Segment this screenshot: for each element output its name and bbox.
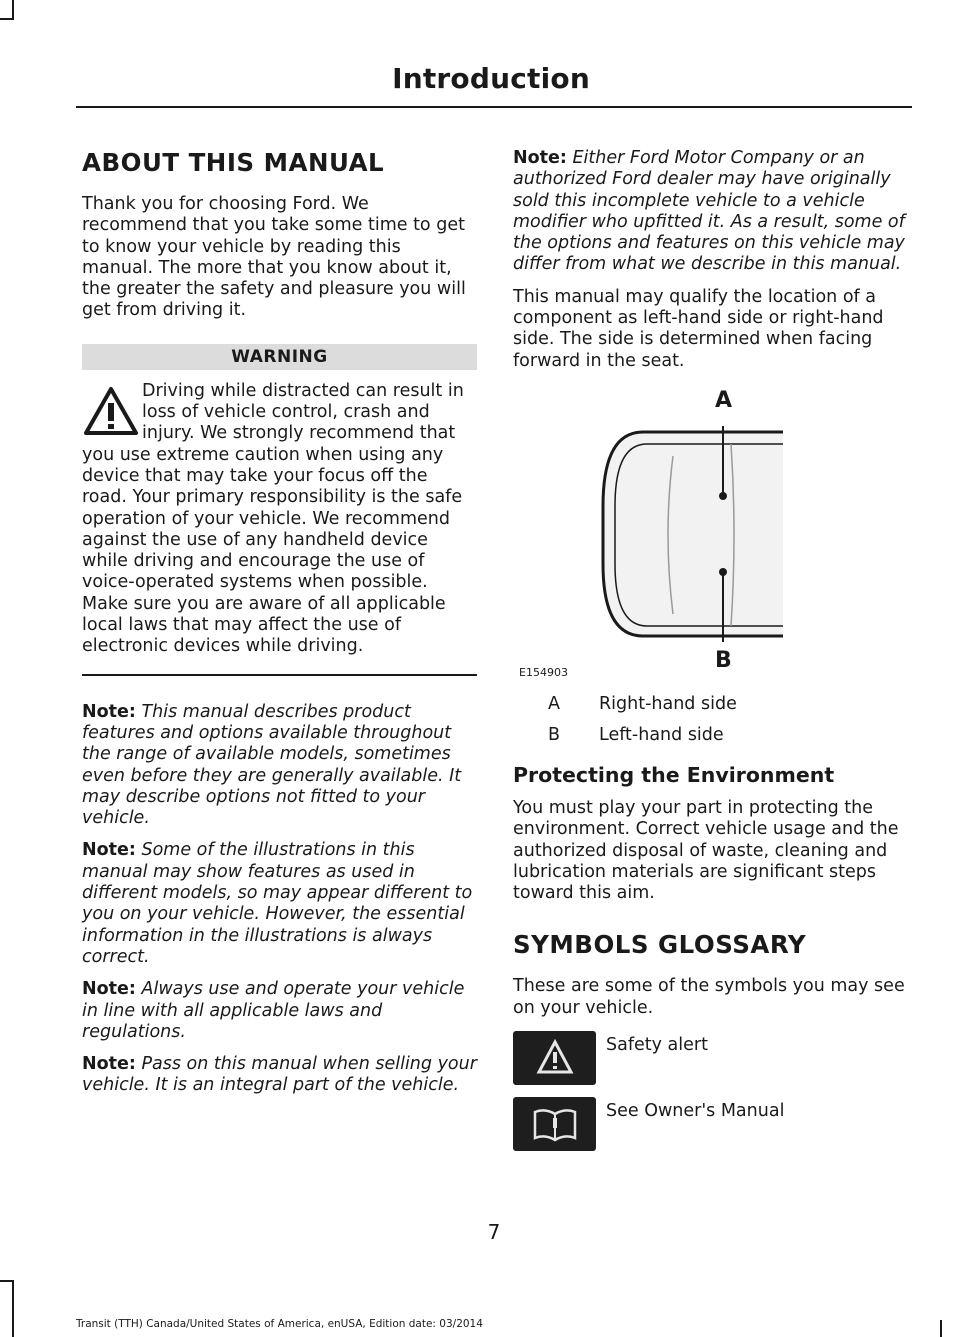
page-header-title: Introduction <box>392 62 590 95</box>
crop-mark <box>0 1280 14 1282</box>
note-laws: Note: Always use and operate your vehicle in line with all applicable laws and regulations. <box>82 979 465 1042</box>
glossary-intro: These are some of the symbols you may see on your vehicle. <box>513 976 905 1018</box>
page-number: 7 <box>487 1220 501 1244</box>
right-column <box>513 148 908 1163</box>
symbol-label: Safety alert <box>606 1035 708 1056</box>
intro-paragraph: Thank you for choosing Ford. We recommend that you take some time to get to know your vehicle by reading this manual. The more that you know about it, the greater the safety and pleasure you will get from driving it. <box>82 194 466 321</box>
figure-label-a: A <box>715 387 733 413</box>
header-rule <box>76 106 912 108</box>
section-heading-about: ABOUT THIS MANUAL <box>82 148 385 177</box>
environment-paragraph: You must play your part in protecting the environment. Correct vehicle usage and the authorized disposal of waste, cleaning and lubrication materials are significant steps toward this aim. <box>513 797 899 904</box>
warning-triangle-icon <box>82 381 140 443</box>
crop-mark <box>12 0 14 20</box>
symbols-list <box>513 1031 908 1151</box>
symbol-label: See Owner's Manual <box>606 1101 785 1122</box>
left-column <box>82 148 477 1108</box>
note-pass-on: Note: Pass on this manual when selling your vehicle. It is an integral part of the vehicle. <box>82 1054 477 1096</box>
vehicle-side-figure <box>513 386 908 684</box>
note-upfitter: Note: Either Ford Motor Company or an authorized Ford dealer may have originally sold this incomplete vehicle to a vehicle modifier who upfitted it. As a result, some of the options and features on this vehicle may differ from what we describe in this manual. <box>513 148 905 275</box>
legend-value: Right-hand side <box>599 693 737 714</box>
crop-mark <box>0 18 14 20</box>
sides-paragraph: This manual may qualify the location of a component as left-hand side or right-hand side. The side is determined when facing forward in the seat. <box>513 286 884 371</box>
crop-mark <box>12 1280 14 1337</box>
legend-row <box>513 694 908 715</box>
legend <box>513 694 908 746</box>
crop-mark <box>940 1320 942 1337</box>
legend-key: A <box>548 693 560 714</box>
safety-alert-icon <box>513 1031 596 1085</box>
figure-code: E154903 <box>519 665 568 679</box>
warning-text: Driving while distracted can result in loss of vehicle control, crash and injury. We strongly recommend that you use extreme caution when using any device that may take your focus off the road. Your primary responsibility is the safe operation of your vehicle. We recommend against the use of any handheld device while driving and encourage the use of voice-operated systems when possible. Make sure you are aware of all applicable local laws that may affect the use of electronic devices while driving. <box>82 380 464 657</box>
legend-key: B <box>548 724 561 745</box>
figure-label-b: B <box>715 647 732 673</box>
warning-box <box>82 370 477 658</box>
legend-value: Left-hand side <box>599 724 724 745</box>
section-heading-glossary: SYMBOLS GLOSSARY <box>513 930 807 960</box>
legend-row <box>513 725 908 746</box>
section-heading-environment: Protecting the Environment <box>513 762 835 787</box>
symbol-item <box>513 1031 908 1085</box>
vehicle-top-view-illustration <box>513 386 908 684</box>
note-illustrations: Note: Some of the illustrations in this manual may show features as used in different models, so may appear different to you on your vehicle. However, the essential information in the illustrations is always correct. <box>82 840 473 967</box>
symbol-item <box>513 1097 908 1151</box>
owners-manual-icon <box>513 1097 596 1151</box>
note-product-features: Note: This manual describes product features and options available throughout the range of available models, sometimes even before they are generally available. It may describe options not fitted to your vehicle. <box>82 701 462 829</box>
warning-rule <box>82 674 477 676</box>
warning-title: WARNING <box>82 344 477 370</box>
footer-edition-text: Transit (TTH) Canada/United States of America, enUSA, Edition date: 03/2014 <box>76 1318 483 1330</box>
